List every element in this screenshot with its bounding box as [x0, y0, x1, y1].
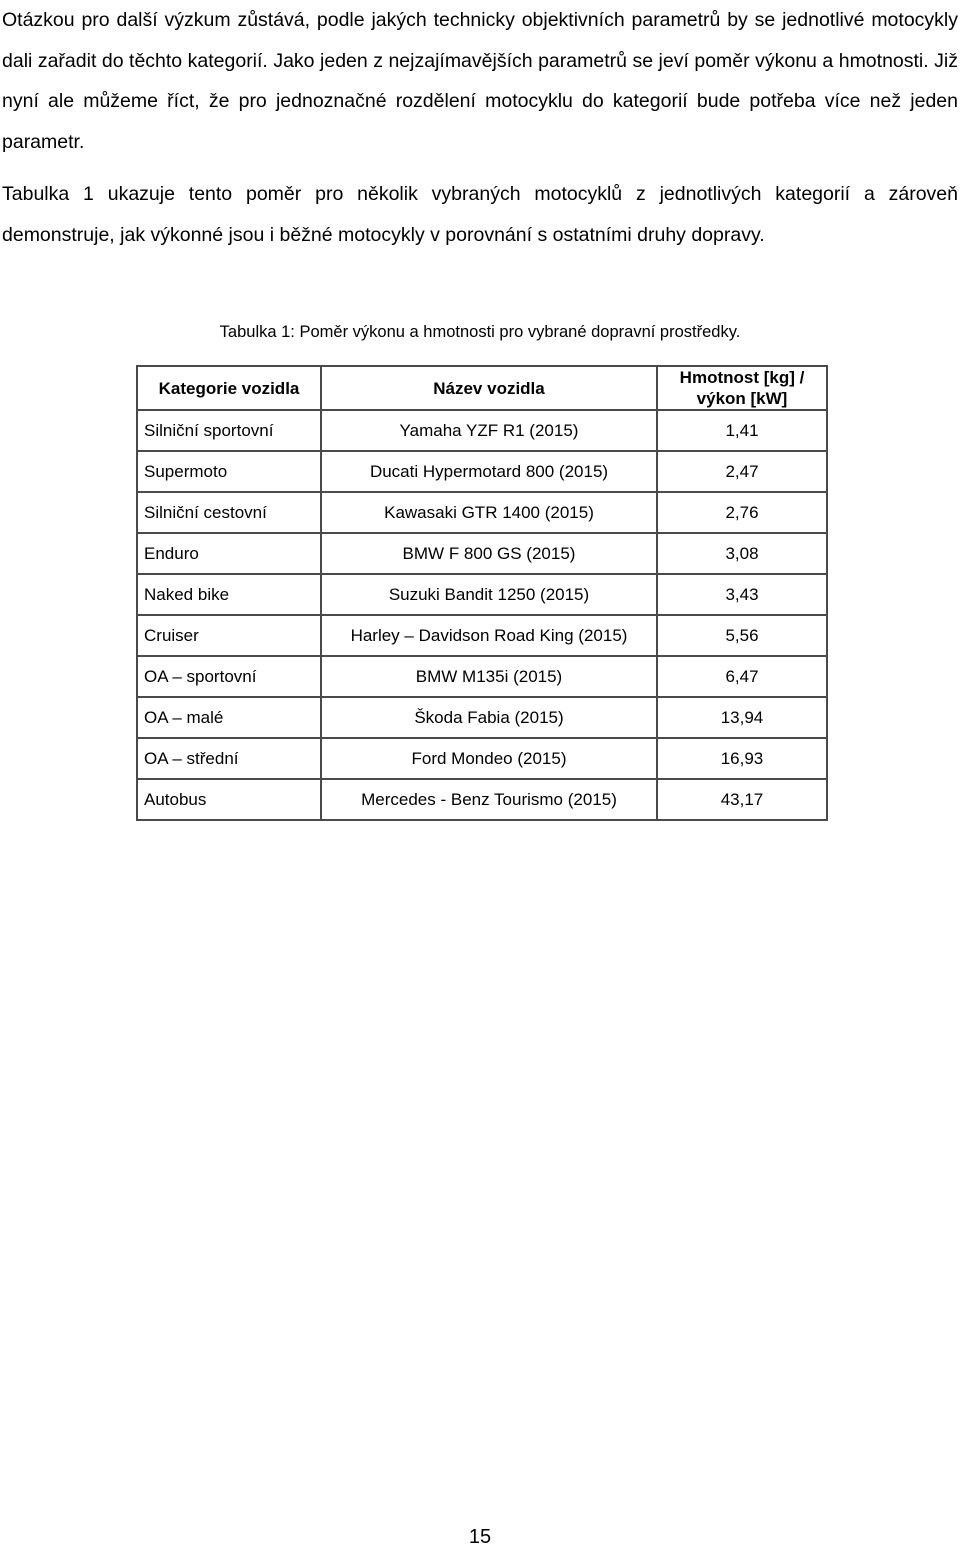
- cell-vehicle-name: Suzuki Bandit 1250 (2015): [321, 574, 657, 615]
- cell-ratio: 2,47: [657, 451, 827, 492]
- cell-category: Cruiser: [137, 615, 321, 656]
- cell-vehicle-name: Škoda Fabia (2015): [321, 697, 657, 738]
- paragraph-2: Tabulka 1 ukazuje tento poměr pro několik vybraných motocyklů z jednotlivých kategorií a zároveň demonstruje, jak výkonné jsou i běžné motocykly v porovnání s ostatními druhy dopravy.: [2, 183, 958, 246]
- table-row: [137, 492, 827, 533]
- cell-ratio: 13,94: [657, 697, 827, 738]
- table-row: [137, 656, 827, 697]
- cell-category: Supermoto: [137, 451, 321, 492]
- power-weight-table: [136, 365, 828, 821]
- cell-ratio: 5,56: [657, 615, 827, 656]
- page-number: 15: [468, 1526, 492, 1548]
- cell-vehicle-name: BMW F 800 GS (2015): [321, 533, 657, 574]
- cell-vehicle-name: Harley – Davidson Road King (2015): [321, 615, 657, 656]
- cell-ratio: 2,76: [657, 492, 827, 533]
- cell-ratio: 3,08: [657, 533, 827, 574]
- cell-vehicle-name: Ducati Hypermotard 800 (2015): [321, 451, 657, 492]
- header-vehicle-name: Název vozidla: [321, 366, 657, 410]
- cell-vehicle-name: BMW M135i (2015): [321, 656, 657, 697]
- cell-category: Silniční cestovní: [137, 492, 321, 533]
- table-caption: Tabulka 1: Poměr výkonu a hmotnosti pro vybrané dopravní prostředky.: [219, 323, 741, 341]
- cell-vehicle-name: Kawasaki GTR 1400 (2015): [321, 492, 657, 533]
- header-weight-power: Hmotnost [kg] / výkon [kW]: [657, 366, 827, 410]
- cell-ratio: 16,93: [657, 738, 827, 779]
- cell-category: OA – malé: [137, 697, 321, 738]
- cell-vehicle-name: Ford Mondeo (2015): [321, 738, 657, 779]
- cell-category: Naked bike: [137, 574, 321, 615]
- table-row: [137, 533, 827, 574]
- paragraph-1: Otázkou pro další výzkum zůstává, podle jakých technicky objektivních parametrů by se jednotlivé motocykly dali zařadit do těchto kategorií. Jako jeden z nejzajímavějších parametrů se jeví poměr výkonu a hmotnosti. Již nyní ale můžeme říct, že pro jednoznačné rozdělení motocyklu do kategorií bude potřeba více než jeden parametr.: [2, 9, 958, 153]
- cell-ratio: 3,43: [657, 574, 827, 615]
- table-row: [137, 410, 827, 451]
- cell-category: Enduro: [137, 533, 321, 574]
- table-row: [137, 615, 827, 656]
- table-row: [137, 697, 827, 738]
- table-header-row: [137, 366, 827, 410]
- cell-ratio: 6,47: [657, 656, 827, 697]
- table-row: [137, 779, 827, 820]
- header-category: Kategorie vozidla: [137, 366, 321, 410]
- cell-category: Silniční sportovní: [137, 410, 321, 451]
- cell-category: OA – sportovní: [137, 656, 321, 697]
- table-row: [137, 738, 827, 779]
- cell-ratio: 1,41: [657, 410, 827, 451]
- cell-vehicle-name: Yamaha YZF R1 (2015): [321, 410, 657, 451]
- cell-category: OA – střední: [137, 738, 321, 779]
- table-row: [137, 451, 827, 492]
- cell-vehicle-name: Mercedes - Benz Tourismo (2015): [321, 779, 657, 820]
- cell-category: Autobus: [137, 779, 321, 820]
- table-row: [137, 574, 827, 615]
- cell-ratio: 43,17: [657, 779, 827, 820]
